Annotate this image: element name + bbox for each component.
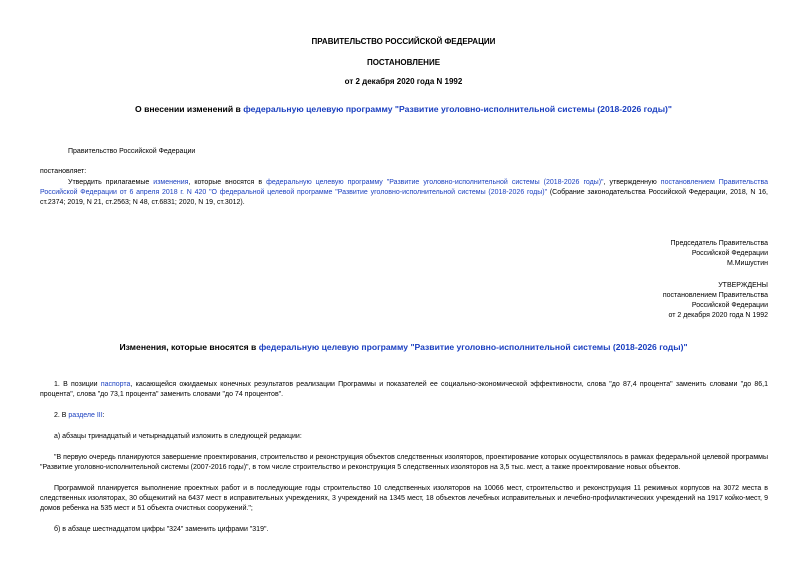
preamble-text-b: , которые вносятся в [188,179,267,186]
preamble-text-d: (Собрание законодательства Российской Федерации, 2018, N 16, ст.2374; 2019, N 21, ст.2563; N 48, ст.6831; 2020, N 19, ст.3012). [40,189,768,207]
resolution-link[interactable]: постановлением Правительства Российской Федерации от 6 апреля 2018 г. N 420 "О федеральной целевой программе "Развитие уголовно-исполнительной системы (2018-2026 годы)" [40,179,768,197]
approved-label: УТВЕРЖДЕНЫ [718,282,768,289]
program-link-3[interactable]: федеральную целевую программу "Развитие уголовно-исполнительной системы (2018-2026 годы)" [258,342,688,352]
item-1 [40,380,768,400]
item-2-text-b: : [102,412,105,419]
item-2 [54,411,105,421]
title-prefix: О внесении изменений в [135,104,244,114]
approved-by: постановлением Правительства [662,292,768,300]
item-1-text-b: , касающейся ожидаемых конечных результатов реализации Программы и показателей ее социально-экономической эффективности, слова "до 87,4 процента" заменить словами "до 86,1 процента", слова "до 73,1 процента" заменить словами "до 74 процентов". [40,381,768,399]
preamble-paragraph [40,178,768,208]
document-type-heading: ПОСТАНОВЛЕНИЕ [366,58,441,67]
government-heading: ПРАВИТЕЛЬСТВО РОССИЙСКОЙ ФЕДЕРАЦИИ [311,37,496,46]
item-1-text-a: 1. В позиции [54,381,101,388]
preamble-text-c: , утвержденную [603,179,661,186]
signature-name: М.Мишустин [726,260,768,268]
preamble-resolves: постановляет: [40,168,87,175]
preamble-government: Правительство Российской Федерации [68,148,196,155]
quote-paragraph-1: "В первую очередь планируются завершение проектирования, строительство и реконструкция объектов следственных изоляторов, проектирование которых осуществлялось в рамках федеральной целевой программы "Развитие уголовно-исполнительной системы (2007-2016 годы)", в том числе строительство и реконструкция 5 следственных изоляторов на 3,5 тыс. мест, а также проектирование новых объектов. [40,454,768,472]
approved-country: Российской Федерации [691,302,768,310]
changes-link[interactable]: изменения [153,179,189,186]
signature-country: Российской Федерации [691,250,768,258]
section-iii-link[interactable]: разделе III [68,412,103,419]
program-link[interactable]: федеральную целевую программу "Развитие уголовно-исполнительной системы (2018-2026 годы)" [243,104,672,114]
passport-link[interactable]: паспорта [100,381,131,388]
item-2-text-a: 2. В [54,412,69,419]
date-number-heading: от 2 декабря 2020 года N 1992 [344,77,463,86]
document-title [0,103,807,115]
item-2a: а) абзацы тринадцатый и четырнадцатый изложить в следующей редакции: [54,433,302,440]
changes-title [0,341,807,353]
program-link-2[interactable]: федеральную целевую программу "Развитие уголовно-исполнительной системы (2018-2026 годы)" [266,179,604,186]
approved-block [663,281,768,322]
changes-title-prefix: Изменения, которые вносятся в [119,342,259,352]
signature-position: Председатель Правительства [670,240,768,247]
quote-paragraph-2: Программой планируется выполнение проектных работ и в последующие годы строительство 10 следственных изоляторов на 10066 мест, строительство и реконструкция 11 режимных корпусов на 3072 места в следственных изоляторах, 30 общежитий на 6437 мест в исправительных учреждениях, 3 учреждений на 1345 мест, 18 объектов лечебных исправительных и лечебно-профилактических учреждений на 1917 койко-мест, 9 домов ребенка на 535 мест и 51 объекта очистных сооружений."; [40,485,768,513]
signature-block [671,239,768,269]
item-2b: б) в абзаце шестнадцатом цифры "324" заменить цифрами "319". [54,526,269,533]
preamble-text-a: Утвердить прилагаемые [68,179,154,186]
approved-date: от 2 декабря 2020 года N 1992 [668,312,768,320]
